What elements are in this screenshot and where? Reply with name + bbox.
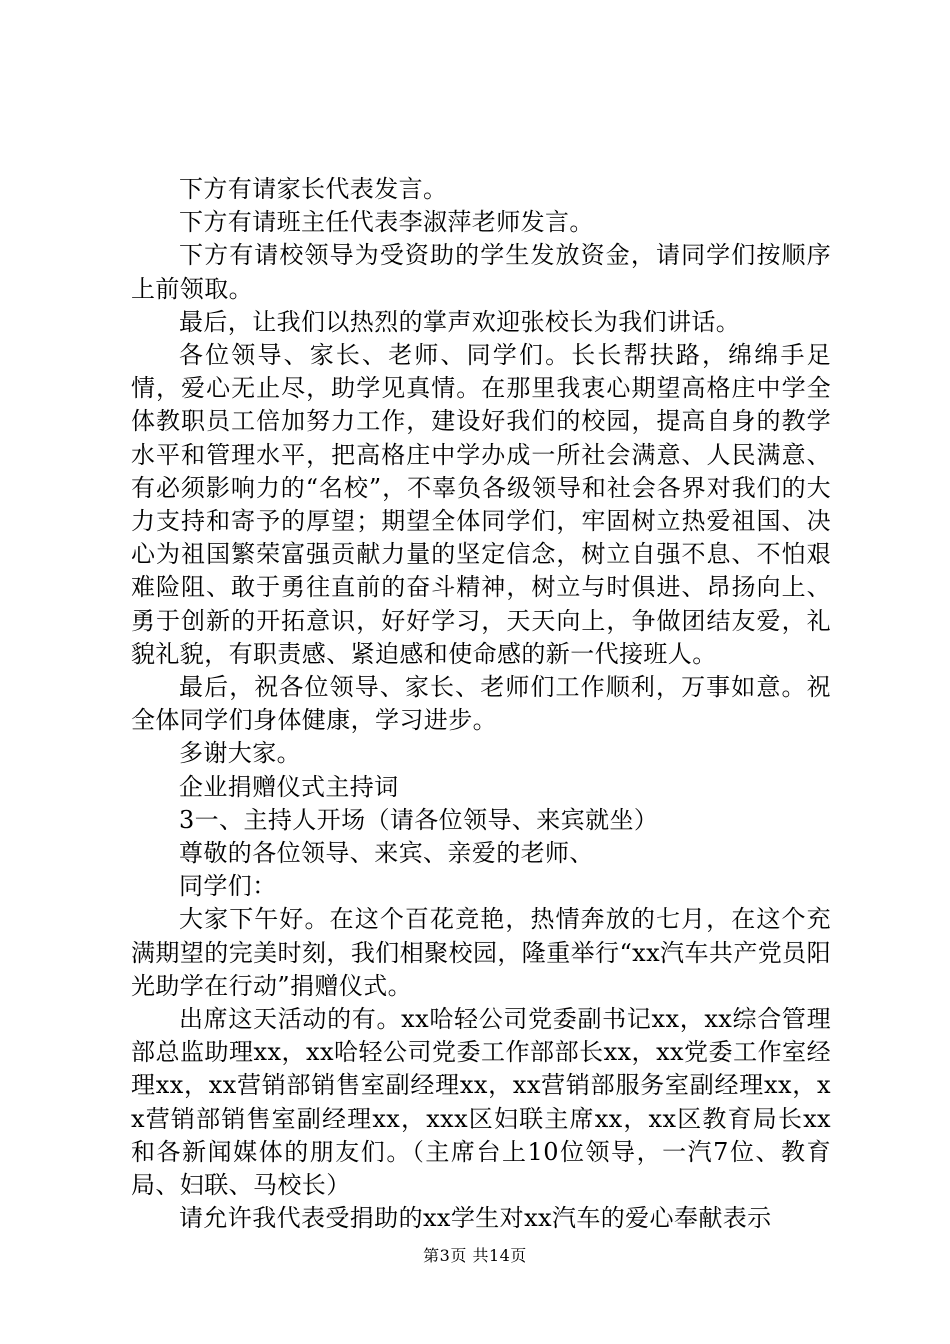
paragraph: 多谢大家。 (179, 739, 301, 768)
paragraph: 请允许我代表受捐助的xx学生对xx汽车的爱心奉献表示 (179, 1204, 772, 1233)
document-body (131, 173, 831, 1236)
paragraph: 最后，祝各位领导、家长、老师们工作顺利，万事如意。祝全体同学们身体健康，学习进步。 (131, 673, 831, 735)
paragraph: 各位领导、家长、老师、同学们。长长帮扶路，绵绵手足情，爱心无止尽，助学见真情。在那里我衷心期望高格庄中学全体教职员工倍加努力工作，建设好我们的校园，提高自身的教学水平和管理水平，把高格庄中学办成一所社会满意、人民满意、有必须影响力的“名校”，不辜负各级领导和社会各界对我们的大力支持和寄予的厚望；期望全体同学们，牢固树立热爱祖国、决心为祖国繁荣富强贡献力量的坚定信念，树立自强不息、不怕艰难险阻、敢于勇往直前的奋斗精神，树立与时俱进、昂扬向上、勇于创新的开拓意识，好好学习，天天向上，争做团结友爱，礼貌礼貌，有职责感、紧迫感和使命感的新一代接班人。 (131, 341, 831, 668)
paragraph: 出席这天活动的有。xx哈轻公司党委副书记xx，xx综合管理部总监助理xx，xx哈轻公司党委工作部部长xx，xx党委工作室经理xx，xx营销部销售室副经理xx，xx营销部服务室副经理xx，xx营销部销售室副经理xx，xxx区妇联主席xx，xx区教育局长xx和各新闻媒体的朋友们。（主席台上10位领导，一汽7位、教育局、妇联、马校长） (131, 1005, 831, 1200)
paragraph: 最后，让我们以热烈的掌声欢迎张校长为我们讲话。 (179, 307, 741, 336)
paragraph: 下方有请家长代表发言。 (179, 175, 448, 203)
paragraph: 下方有请校领导为受资助的学生发放资金，请同学们按顺序上前领取。 (131, 241, 831, 303)
page-number-footer: 第3页 共14页 (423, 1246, 527, 1265)
paragraph: 3一、主持人开场（请各位领导、来宾就坐） (179, 805, 659, 834)
paragraph: 下方有请班主任代表李淑萍老师发言。 (179, 208, 594, 237)
paragraph: 同学们： (179, 872, 277, 901)
paragraph: 尊敬的各位领导、来宾、亲爱的老师、 (179, 839, 594, 868)
paragraph: 大家下午好。在这个百花竞艳，热情奔放的七月，在这个充满期望的完美时刻，我们相聚校园，隆重举行“xx汽车共产党员阳光助学在行动”捐赠仪式。 (131, 905, 831, 1000)
section-heading: 企业捐赠仪式主持词 (179, 772, 399, 801)
